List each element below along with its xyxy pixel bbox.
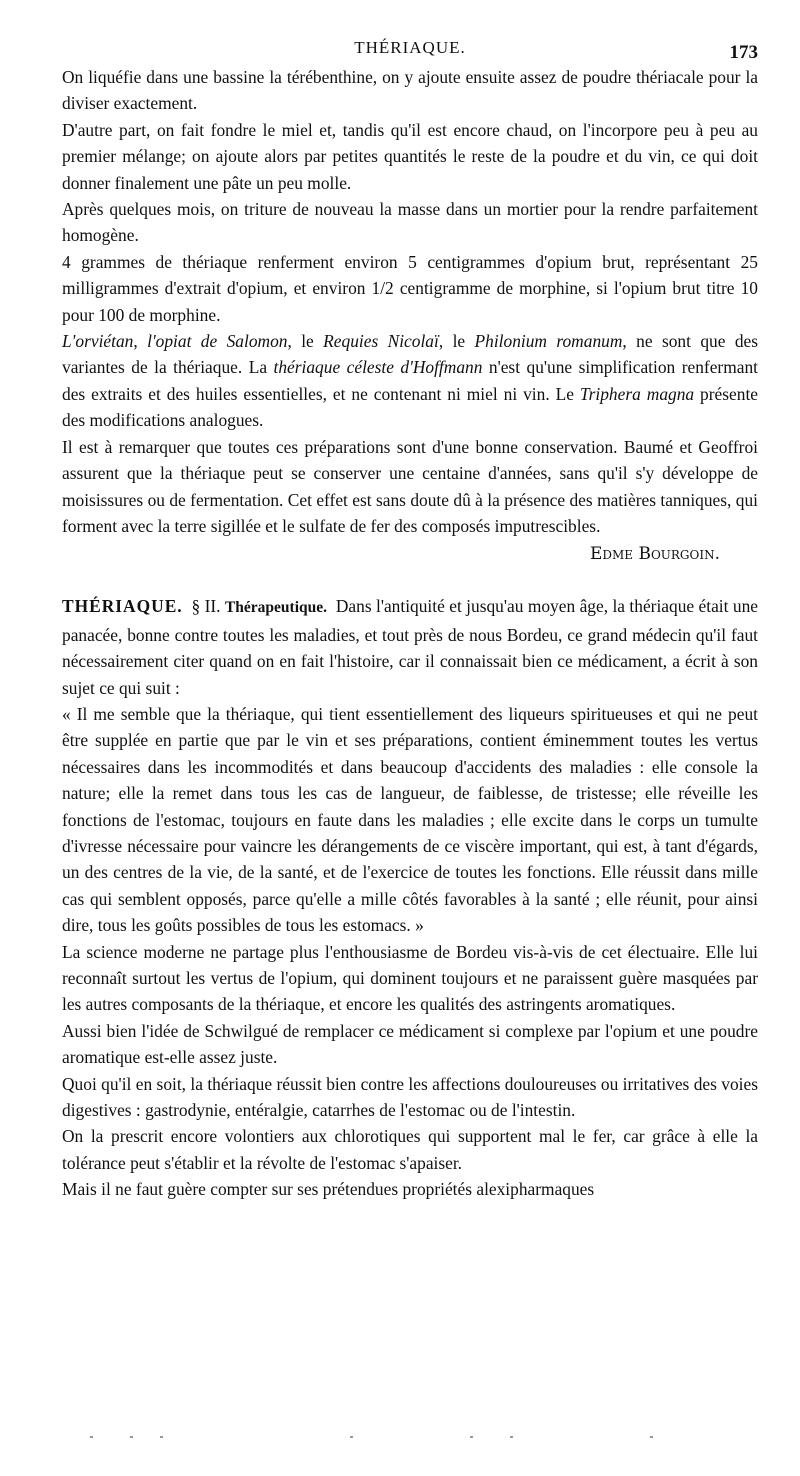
scan-speck xyxy=(510,1436,513,1438)
author-signature: Edme Bourgoin. xyxy=(589,544,720,565)
text-triphera-magna: Triphera magna xyxy=(579,383,695,404)
paragraph-composition: 4 grammes de thériaque renferment environ 5 centigrammes d'opium brut, représentant 25 milligrammes d'extrait d'opium, et environ 1/2 centigramme de morphine, si l'opium brut titre 10 pour 100 de morphine. xyxy=(62,251,758,325)
document-page xyxy=(62,30,758,1203)
scan-speck xyxy=(470,1436,473,1438)
quote-bordeu: « Il me semble que la thériaque, qui tient essentiellement des liqueurs spiritueuses et qui ne peut être supplée en partie que par le vin et ses préparations, contient éminemment toutes les vertus nécessaires dans les incommodités et dans beaucoup d'accidents des maladies : elle console la nature; elle la remet dans tous les cas de langueur, de faiblesse, de tristesse; elle réveille les fonctions de l'estomac, toujours en faute dans les maladies ; elle excite dans le corps un tumulte d'ivresse nécessaire pour vaincre les dérangements de ce viscère important, qui est, à tant d'égards, un des centres de la vie, de la santé, et de l'exercice de toutes les fonctions. Elle réussit dans mille cas qui semblent opposés, parce qu'elle a mille côtés favorables à la santé ; elle réunit, pour ainsi dire, tous les goûts possibles de tous les estomacs. » xyxy=(62,703,758,936)
paragraph-chlorotiques: On la prescrit encore volontiers aux chlorotiques qui supportent mal le fer, car grâce à elle la tolérance peut s'établir et la révolte de l'estomac s'apaiser. xyxy=(62,1126,758,1173)
page-number: 173 xyxy=(729,42,758,63)
text-philonium: Philonium romanum xyxy=(474,331,623,352)
paragraph-trituration: Après quelques mois, on triture de nouveau la masse dans un mortier pour la rendre parfaitement homogène. xyxy=(62,199,758,246)
text-fragment: , ne sont que des variantes de la thériaque. La xyxy=(62,331,759,378)
text-fragment: , le xyxy=(438,331,475,352)
text-fragment: , le xyxy=(287,331,324,352)
text-theriaque-celeste: thériaque céleste d'Hoffmann xyxy=(273,357,483,378)
paragraph-schwilgue: Aussi bien l'idée de Schwilgué de remplacer ce médicament si complexe par l'opium et une poudre aromatique est-elle assez juste. xyxy=(62,1020,758,1068)
section-title: THÉRIAQUE. xyxy=(62,596,183,617)
text-orvietan: L'orviétan xyxy=(62,331,134,352)
paragraph-variantes xyxy=(62,328,758,434)
text-fragment: , xyxy=(133,331,148,352)
section-subtitle: Thérapeutique. xyxy=(224,599,328,617)
section-therapeutique-intro xyxy=(62,593,758,701)
paragraph-terebenthine: On liquéfie dans une bassine la térébenthine, on y ajoute ensuite assez de poudre thériacale pour la diviser exactement. xyxy=(62,67,758,114)
scan-speck xyxy=(160,1436,163,1438)
text-fragment: n'est qu'une simplification renfermant des extraits et des huiles essentielles, et ne contenant ni miel ni vin. Le xyxy=(62,357,758,404)
paragraph-alexipharmaques: Mais il ne faut guère compter sur ses prétendues propriétés alexipharmaques xyxy=(62,1179,595,1200)
scan-speck xyxy=(650,1436,653,1438)
section-mark: § II. xyxy=(191,596,221,617)
text-requies-nicolai: Requies Nicolaï xyxy=(323,331,439,352)
section-intro-text: Dans l'antiquité et jusqu'au moyen âge, la thériaque était une panacée, bonne contre toutes les maladies, et tout près de nous Bordeu, ce grand médecin qu'il faut nécessairement citer quand on en fait l'histoire, car il connaissait bien ce médicament, a écrit à son sujet ce qui suit : xyxy=(62,596,758,698)
text-opiat-salomon: l'opiat de Salomon xyxy=(147,331,288,352)
paragraph-science-moderne: La science moderne ne partage plus l'enthousiasme de Bordeu vis-à-vis de cet électuaire. Elle lui reconnaît surtout les vertus de l'opium, qui dominent toujours et ne paraissent guère masquées par les autres composants de la thériaque, et encore les qualités des astringents aromatiques. xyxy=(62,941,758,1015)
scan-speck xyxy=(90,1436,93,1438)
paragraph-conservation: Il est à remarquer que toutes ces préparations sont d'une bonne conservation. Baumé et Geoffroi assurent que la thériaque peut se conserver une centaine d'années, sans qu'il s'y développe de moisissures ou de fermentation. Cet effet est sans doute dû à la présence des matières tanniques, qui forment avec la terre sigillée et le sulfate de fer des composés imputrescibles. xyxy=(62,436,758,536)
paragraph-affections: Quoi qu'il en soit, la thériaque réussit bien contre les affections douloureuses ou irritatives des voies digestives : gastrodynie, entéralgie, catarrhes de l'estomac ou de l'intestin. xyxy=(62,1073,758,1121)
text-fragment: présente des modifications analogues. xyxy=(62,383,758,431)
running-title: THÉRIAQUE. xyxy=(354,38,466,57)
scan-specks xyxy=(90,1432,730,1442)
scan-speck xyxy=(130,1436,133,1438)
paragraph-miel: D'autre part, on fait fondre le miel et, tandis qu'il est encore chaud, on l'incorpore peu à peu au premier mélange; on ajoute alors par petites quantités le reste de la poudre et du vin, ce qui doit donner finalement une pâte un peu molle. xyxy=(62,119,758,193)
page-header xyxy=(62,30,758,64)
scan-speck xyxy=(350,1436,353,1438)
